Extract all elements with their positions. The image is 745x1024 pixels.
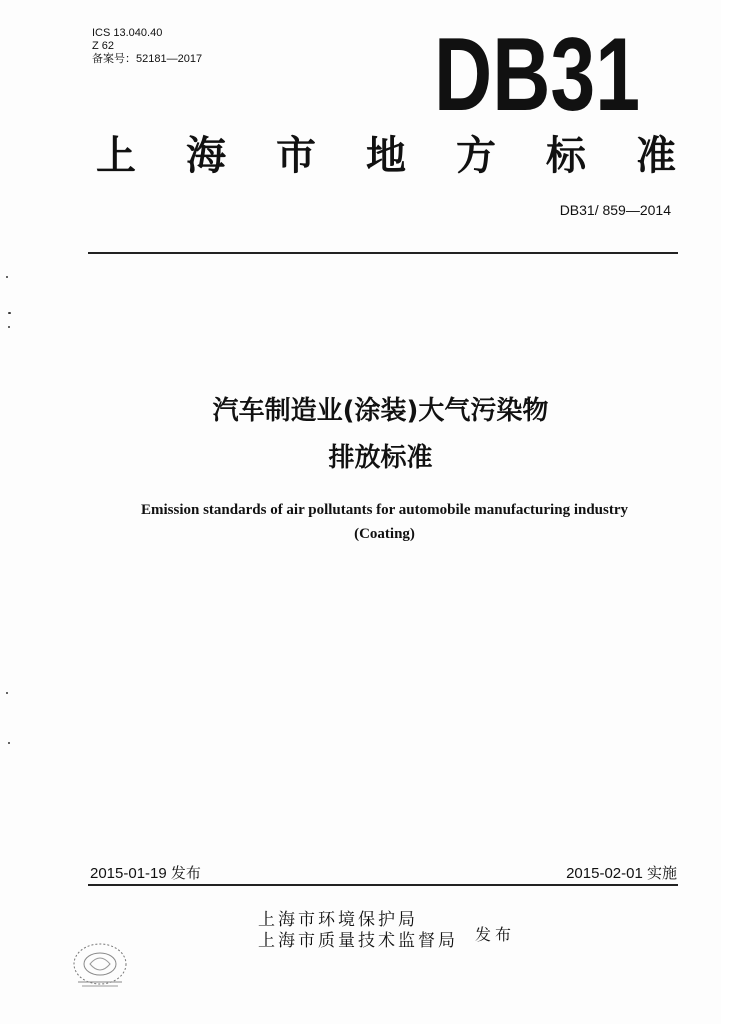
- scan-speck: [8, 312, 11, 314]
- english-title-line-2: (Coating): [354, 526, 415, 542]
- watermark-stamp-icon: [68, 936, 132, 992]
- db31-logo: [432, 17, 642, 133]
- agency-quality-supervision: 上海市质量技术监督局: [258, 931, 458, 951]
- issuing-agencies: [258, 910, 458, 952]
- classification-block: [92, 27, 202, 66]
- region-title-char: 方: [456, 133, 496, 179]
- region-title-char: 上: [96, 133, 136, 179]
- chinese-title-line-2: 排放标准: [328, 443, 433, 473]
- english-title-line-1: Emission standards of air pollutants for automobile manufacturing industry: [140, 502, 629, 518]
- agency-environmental-protection: 上海市环境保护局: [258, 910, 418, 930]
- logo-text: DB31: [434, 17, 640, 133]
- footer-divider: [88, 884, 678, 886]
- scan-speck: [8, 742, 10, 744]
- region-title-char: 市: [276, 133, 316, 179]
- region-standard-title: [96, 130, 676, 182]
- region-title-char: 标: [546, 133, 586, 179]
- publish-label: 发布: [475, 925, 516, 944]
- region-title-char: 地: [366, 133, 406, 179]
- scan-speck: [6, 276, 8, 278]
- header-divider: [88, 252, 678, 254]
- ics-code: ICS 13.040.40: [92, 27, 163, 39]
- region-title-char: 准: [636, 133, 676, 179]
- effective-date: 2015-02-01 实施: [566, 865, 677, 882]
- region-title-char: 海: [186, 133, 226, 179]
- filing-number: 备案号：52181—2017: [92, 53, 203, 65]
- scan-speck: [8, 326, 10, 328]
- scan-speck: [6, 692, 8, 694]
- chinese-title-line-1: 汽车制造业(涂装)大气污染物: [212, 396, 549, 426]
- ccs-code: Z 62: [92, 40, 115, 52]
- issue-date: 2015-01-19 发布: [90, 865, 201, 882]
- standard-number: DB31/ 859—2014: [559, 202, 671, 218]
